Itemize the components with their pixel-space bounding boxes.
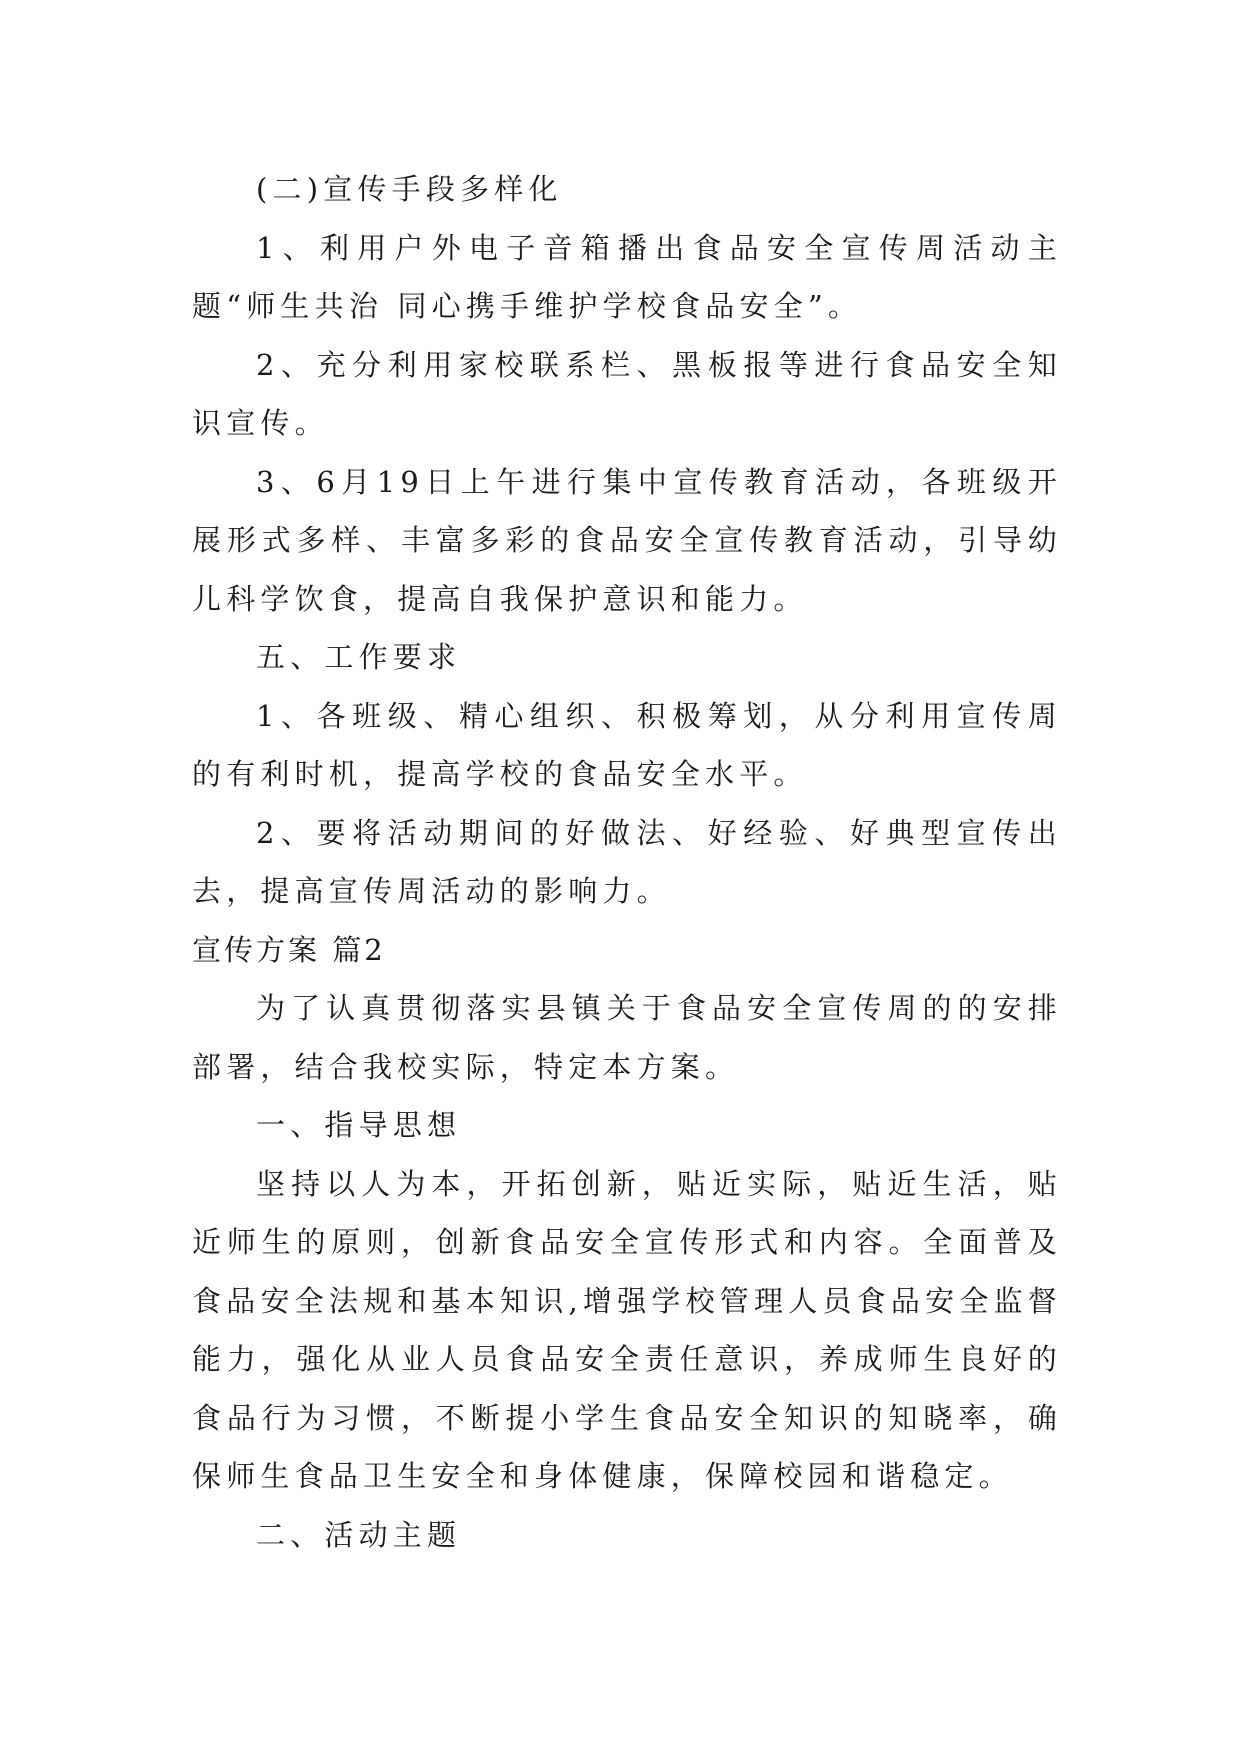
heading-work-requirements: 五、工作要求 (256, 640, 462, 674)
paragraph-item-3: 3、6月19日上午进行集中宣传教育活动，各班级开展形式多样、丰富多彩的食品安全宣传教育活动，引导幼儿科学饮食，提高自我保护意识和能力。 (192, 464, 1062, 616)
paragraph-item-2: 2、充分利用家校联系栏、黑板报等进行食品安全知识宣传。 (192, 347, 1062, 440)
paragraph-requirement-1: 1、各班级、精心组织、积极筹划，从分利用宣传周的有利时机，提高学校的食品安全水平。 (192, 698, 1062, 791)
section-heading: 宣传方案 篇2 (192, 932, 386, 967)
paragraph-requirement-2: 2、要将活动期间的好做法、好经验、好典型宣传出去，提高宣传周活动的影响力。 (192, 815, 1062, 908)
paragraph-guiding-ideology: 坚持以人为本，开拓创新，贴近实际，贴近生活，贴近师生的原则，创新食品安全宣传形式和内容。全面普及食品安全法规和基本知识,增强学校管理人员食品安全监督能力，强化从业人员食品安全责任意识，养成师生良好的食品行为习惯，不断提小学生食品安全知识的知晓率，确保师生食品卫生安全和身体健康，保障校园和谐稳定。 (192, 1166, 1062, 1493)
paragraph-item-1: 1、利用户外电子音箱播出食品安全宣传周活动主题“师生共治 同心携手维护学校食品安全”。 (192, 230, 1062, 323)
heading-activity-theme: 二、活动主题 (256, 1517, 462, 1552)
paragraph-intro: 为了认真贯彻落实县镇关于食品安全宣传周的的安排部署，结合我校实际，特定本方案。 (192, 991, 1062, 1084)
document-body (192, 160, 1062, 1564)
subheading-publicity-methods: (二)宣传手段多样化 (256, 172, 563, 206)
heading-guiding-ideology: 一、指导思想 (256, 1108, 462, 1142)
